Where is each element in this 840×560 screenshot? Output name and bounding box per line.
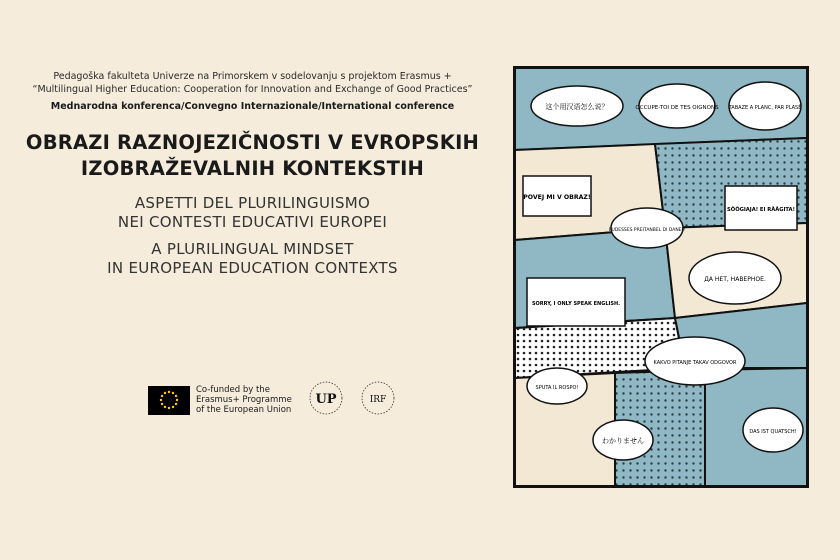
bubble-text-1: OCCUPE-TOI DE TES OIGNONS [635,105,719,111]
bubble-text-11: DAS IST QUATSCH! [749,429,797,435]
university-logo [308,380,344,420]
bubble-friulian [728,82,802,130]
bubble-japanese [593,420,653,460]
title-line-2: IZOBRAŽEVALNIH KONTEKSTIH [80,157,425,180]
bubble-text-4: PUDESSES PREITANBEL DI DANEI? [608,228,686,233]
conference-type: Mednarodna konferenca/Convegno Internazionale/International conference [50,101,455,112]
subtitle-en-line-1: A PLURILINGUAL MINDSET [151,240,354,258]
university-logo-mark: UP [315,392,337,407]
title-line-1: OBRAZI RAZNOJEZIČNOSTI V EVROPSKIH [25,131,480,154]
institute-logo [360,380,396,420]
sponsor-logos [148,380,396,420]
subtitle-it-line-1: ASPETTI DEL PLURILINGUISMO [134,194,371,212]
organizer-line: Pedagoška fakulteta Univerze na Primorskem v sodelovanju s projektom Erasmus + [53,71,452,82]
bubble-text-5: SÕÕGIAJA! EI RÄÄGITA! [727,207,795,213]
project-line: “Multilingual Higher Education: Cooperation for Innovation and Exchange of Good Practices” [32,84,473,95]
bubble-italian [527,368,587,404]
bubble-chinese [531,86,623,126]
subtitle-italian [0,194,505,232]
bubble-english [527,278,625,326]
bubble-text-7: SORRY, I ONLY SPEAK ENGLISH. [531,301,621,307]
bubble-croatian [645,337,745,385]
eu-text-line-2: Erasmus+ Programme [196,395,292,405]
comic-illustration [513,66,809,488]
bubble-text-0: 这个用汉语怎么说？ [545,103,609,111]
eu-text-line-3: of the European Union [196,405,292,415]
bubble-german [743,408,803,452]
bubble-text-10: わかりません [602,437,644,445]
bubble-text-3: POVEJ MI V OBRAZ! [523,194,591,201]
bubble-slovenian [523,176,591,216]
bubble-text-9: SPUTA IL ROSPO! [535,385,579,391]
bubble-text-8: KAKVO PITANJE TAKAV ODGOVOR [653,360,737,366]
subtitle-it-line-2: NEI CONTESTI EDUCATIVI EUROPEI [117,213,388,231]
bubble-text-2: TABAZE A PLANC, PAR PLASÊ [728,105,802,111]
comic-panels [515,68,807,486]
main-title [0,130,505,182]
institute-logo-mark: IRF [369,395,387,405]
subtitle-en-line-2: IN EUROPEAN EDUCATION CONTEXTS [107,259,398,277]
bubble-estonian [725,186,797,230]
eu-flag-icon [148,386,190,415]
eu-cofunded-text [196,385,292,415]
subtitle-english [0,240,505,278]
conference-info [0,70,505,278]
bubble-text-6: ДА НЕТ, НАВЕРНОЕ. [704,276,766,283]
eu-text-line-1: Co-funded by the [196,385,270,395]
bubble-russian [689,252,781,304]
